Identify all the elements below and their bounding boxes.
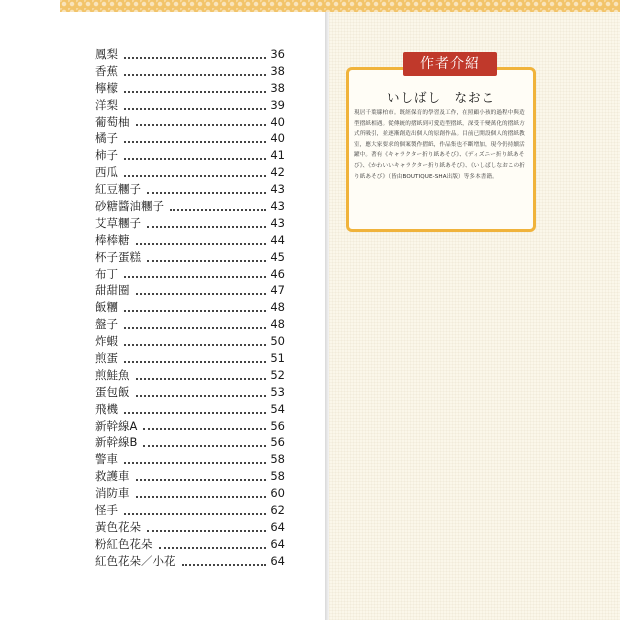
toc-entry bbox=[95, 282, 285, 299]
toc-entry bbox=[95, 316, 285, 333]
author-bio: 現居千葉縣柏市。既經保育的學習及工作，在照顧小孩的過程中與造型摺紙相遇。從傳統的摺紙到可愛造型摺紙，深受千變萬化的摺紙方式所吸引，並逐漸創造出個人的原創作品。目前已開設個人的摺紙教室，應大家要求的個案製作摺紙，作品集也不斷增加，現今仍持續活躍中。著有《キャラクター折り紙あそび》、《ディズニー折り紙あそび》、《かわいいキャラクター折り紙あそび》、《いしばしなおこの折り紙あそび》（皆由BOUTIQUE-SHA出版）等多本書籍。 bbox=[354, 110, 526, 180]
toc-entry-title: 西瓜 bbox=[95, 165, 118, 180]
toc-entry-page: 60 bbox=[270, 486, 285, 501]
toc-entry-title: 蛋包飯 bbox=[95, 384, 130, 399]
toc-entry-page: 46 bbox=[270, 266, 285, 281]
toc-entry-page: 64 bbox=[270, 519, 285, 534]
toc-entry-page: 50 bbox=[270, 334, 285, 349]
toc-entry-page: 45 bbox=[270, 249, 285, 264]
toc-entry-title: 香蕉 bbox=[95, 63, 118, 78]
toc-leader-dots bbox=[143, 428, 266, 430]
toc-entry bbox=[95, 367, 285, 384]
author-heading: 作者介紹 bbox=[420, 56, 480, 72]
toc-leader-dots bbox=[124, 158, 266, 160]
toc-leader-dots bbox=[124, 74, 266, 76]
toc-entry bbox=[95, 46, 285, 63]
toc-entry bbox=[95, 249, 285, 266]
toc-leader-dots bbox=[124, 344, 266, 346]
toc-entry-page: 54 bbox=[270, 401, 285, 416]
toc-entry-title: 盤子 bbox=[95, 317, 118, 332]
toc-entry-title: 洋梨 bbox=[95, 97, 118, 112]
toc-leader-dots bbox=[124, 462, 266, 464]
toc-entry bbox=[95, 451, 285, 468]
toc-leader-dots bbox=[147, 226, 266, 228]
toc-entry-page: 43 bbox=[270, 182, 285, 197]
toc-leader-dots bbox=[124, 57, 266, 59]
toc-entry bbox=[95, 80, 285, 97]
toc-entry-title: 橘子 bbox=[95, 131, 118, 146]
toc-entry-title: 柿子 bbox=[95, 148, 118, 163]
toc-entry-page: 43 bbox=[270, 199, 285, 213]
toc-leader-dots bbox=[124, 310, 266, 312]
toc-entry-title: 葡萄柚 bbox=[95, 114, 130, 129]
toc-entry-page: 51 bbox=[270, 351, 285, 366]
toc-entry-page: 64 bbox=[270, 553, 285, 568]
toc-entry-page: 44 bbox=[270, 232, 285, 247]
toc-leader-dots bbox=[143, 445, 266, 447]
toc-entry-title: 紅色花朵／小花 bbox=[95, 553, 176, 568]
toc-entry bbox=[95, 384, 285, 401]
toc-entry-title: 粉紅色花朵 bbox=[95, 536, 153, 551]
toc-entry-page: 47 bbox=[270, 283, 285, 298]
toc-entry bbox=[95, 97, 285, 114]
toc-leader-dots bbox=[136, 479, 267, 481]
toc-entry-page: 53 bbox=[270, 384, 285, 399]
toc-entry-title: 新幹線B bbox=[95, 435, 138, 450]
toc-entry-page: 58 bbox=[270, 452, 285, 467]
toc-leader-dots bbox=[147, 530, 266, 532]
toc-entry-title: 檸檬 bbox=[95, 80, 118, 95]
toc-entry-title: 煎鮭魚 bbox=[95, 367, 130, 382]
decorative-pattern-band bbox=[60, 0, 620, 12]
toc-entry-title: 棒棒糖 bbox=[95, 232, 130, 247]
author-name: いしばし なおこ bbox=[386, 90, 495, 105]
toc-entry bbox=[95, 266, 285, 283]
toc-entry-page: 40 bbox=[270, 131, 285, 146]
toc-leader-dots bbox=[147, 260, 266, 262]
toc-entry bbox=[95, 468, 285, 485]
toc-entry bbox=[95, 198, 285, 215]
toc-entry-page: 41 bbox=[270, 148, 285, 163]
toc-entry bbox=[95, 401, 285, 418]
toc-entry-title: 砂糖醬油糰子 bbox=[95, 199, 164, 213]
toc-entry-title: 新幹線A bbox=[95, 418, 138, 433]
toc-entry-title: 炸蝦 bbox=[95, 334, 118, 349]
toc-entry-page: 40 bbox=[270, 114, 285, 129]
toc-leader-dots bbox=[124, 276, 266, 278]
toc-leader-dots bbox=[124, 141, 266, 143]
toc-entry bbox=[95, 299, 285, 316]
toc-leader-dots bbox=[124, 327, 266, 329]
toc-entry-page: 38 bbox=[270, 80, 285, 95]
toc-leader-dots bbox=[159, 547, 267, 549]
toc-entry bbox=[95, 114, 285, 131]
toc-entry-page: 42 bbox=[270, 165, 285, 180]
toc-leader-dots bbox=[136, 378, 267, 380]
toc-entry-title: 怪手 bbox=[95, 503, 118, 518]
toc-leader-dots bbox=[136, 395, 267, 397]
toc-entry-page: 56 bbox=[270, 435, 285, 450]
toc-entry bbox=[95, 232, 285, 249]
toc-entry-title: 警車 bbox=[95, 452, 118, 467]
toc-leader-dots bbox=[124, 175, 266, 177]
toc-entry bbox=[95, 350, 285, 367]
toc-entry bbox=[95, 418, 285, 435]
toc-leader-dots bbox=[170, 209, 266, 211]
toc-leader-dots bbox=[124, 91, 266, 93]
toc-leader-dots bbox=[124, 513, 266, 515]
toc-entry-page: 58 bbox=[270, 469, 285, 484]
toc-leader-dots bbox=[136, 293, 267, 295]
toc-leader-dots bbox=[124, 108, 266, 110]
toc-entry-page: 39 bbox=[270, 97, 285, 112]
toc-entry-title: 飛機 bbox=[95, 401, 118, 416]
toc-leader-dots bbox=[182, 564, 267, 566]
toc-entry-page: 52 bbox=[270, 367, 285, 382]
toc-entry-title: 飯糰 bbox=[95, 300, 118, 315]
toc-entry bbox=[95, 519, 285, 536]
toc-entry bbox=[95, 536, 285, 553]
toc-entry-title: 艾草糰子 bbox=[95, 215, 141, 230]
toc-entry-page: 36 bbox=[270, 46, 285, 61]
toc-entry-title: 煎蛋 bbox=[95, 351, 118, 366]
toc-entry bbox=[95, 333, 285, 350]
toc-leader-dots bbox=[136, 496, 267, 498]
toc-leader-dots bbox=[147, 192, 266, 194]
toc-entry-page: 62 bbox=[270, 503, 285, 518]
toc-entry-title: 布丁 bbox=[95, 266, 118, 281]
toc-entry bbox=[95, 502, 285, 519]
toc-entry-title: 救護車 bbox=[95, 469, 130, 484]
toc-entry-page: 43 bbox=[270, 215, 285, 230]
toc-entry bbox=[95, 130, 285, 147]
toc-entry bbox=[95, 63, 285, 80]
toc-entry-title: 鳳梨 bbox=[95, 46, 118, 61]
toc-entry bbox=[95, 485, 285, 502]
toc-entry-page: 48 bbox=[270, 300, 285, 315]
toc-leader-dots bbox=[124, 412, 266, 414]
toc-entry-title: 消防車 bbox=[95, 486, 130, 501]
toc-entry-title: 杯子蛋糕 bbox=[95, 249, 141, 264]
toc-entry bbox=[95, 164, 285, 181]
toc-entry bbox=[95, 147, 285, 164]
toc-leader-dots bbox=[124, 361, 266, 363]
table-of-contents bbox=[95, 46, 285, 570]
toc-entry-page: 48 bbox=[270, 317, 285, 332]
toc-entry-title: 甜甜圈 bbox=[95, 283, 130, 298]
toc-entry-page: 56 bbox=[270, 418, 285, 433]
toc-leader-dots bbox=[136, 124, 267, 126]
toc-entry bbox=[95, 215, 285, 232]
toc-entry-title: 紅豆糰子 bbox=[95, 182, 141, 197]
toc-entry bbox=[95, 434, 285, 451]
toc-entry bbox=[95, 181, 285, 198]
toc-entry-title: 黃色花朵 bbox=[95, 519, 141, 534]
toc-leader-dots bbox=[136, 243, 267, 245]
toc-entry-page: 64 bbox=[270, 536, 285, 551]
toc-entry-page: 38 bbox=[270, 63, 285, 78]
toc-entry bbox=[95, 553, 285, 570]
